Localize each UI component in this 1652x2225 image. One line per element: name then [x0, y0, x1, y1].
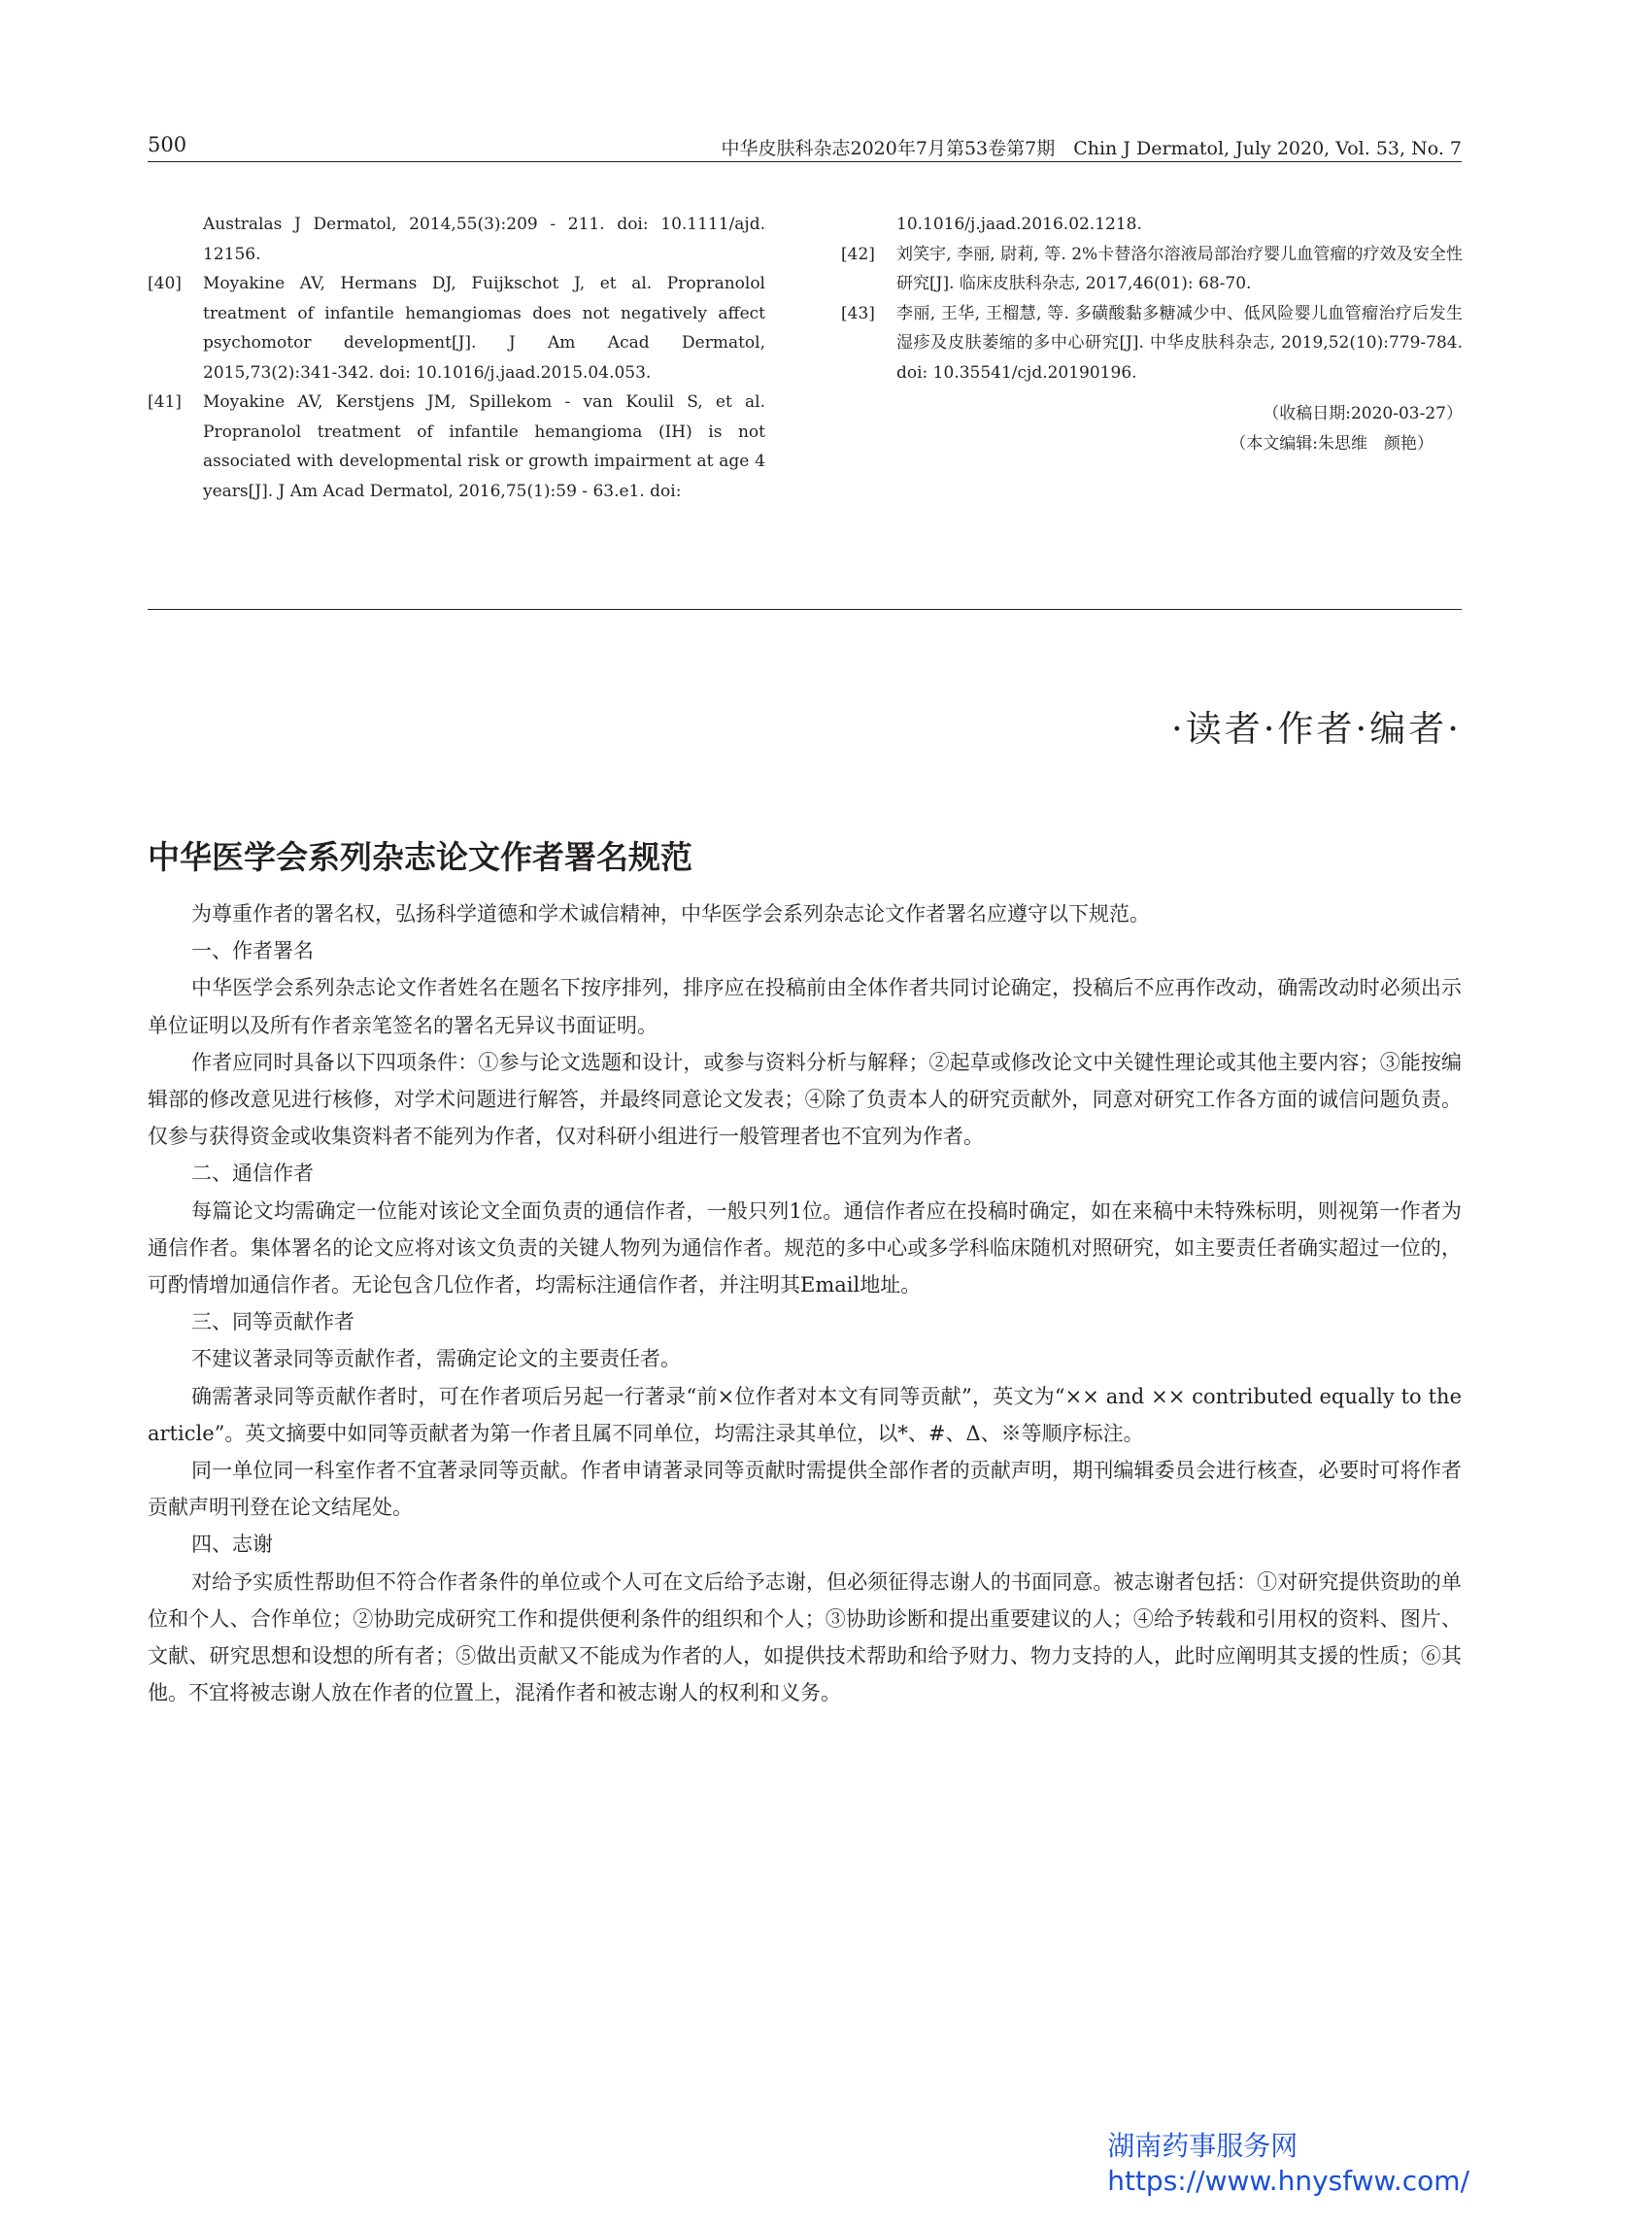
reference-text: Moyakine AV, Hermans DJ, Fuijkschot J, et al. Propranolol treatment of infantile hemangiomas does not negatively affect psychomotor development[J]. J Am Acad Dermatol, 2015,73(2):341-342. doi: 10.1016/j.jaad.2015.04.053.	[203, 274, 765, 383]
body-paragraph: 作者应同时具备以下四项条件：①参与论文选题和设计，或参与资料分析与解释；②起草或修改论文中关键性理论或其他主要内容；③能按编辑部的修改意见进行核修，对学术问题进行解答，并最终同意论文发表；④除了负责本人的研究贡献外，同意对研究工作各方面的诚信问题负责。仅参与获得资金或收集资料者不能列为作者，仅对科研小组进行一般管理者也不宜列为作者。	[148, 1050, 1462, 1149]
reference-item	[148, 388, 765, 506]
section-heading: 三、同等贡献作者	[191, 1310, 354, 1334]
body-paragraph: 同一单位同一科室作者不宜著录同等贡献。作者申请著录同等贡献时需提供全部作者的贡献声明，期刊编辑委员会进行核查，必要时可将作者贡献声明刊登在论文结尾处。	[148, 1459, 1462, 1520]
reference-text: 李丽, 王华, 王榴慧, 等. 多磺酸黏多糖减少中、低风险婴儿血管瘤治疗后发生湿疹及皮肤萎缩的多中心研究[J]. 中华皮肤科杂志, 2019,52(10):779-784. doi: 10.35541/cjd.20190196.	[896, 303, 1463, 383]
watermark-site-name: 湖南药事服务网	[1107, 2130, 1298, 2162]
body-paragraph: 中华医学会系列杂志论文作者姓名在题名下按序排列，排序应在投稿前由全体作者共同讨论确定，投稿后不应再作改动，确需改动时必须出示单位证明以及所有作者亲笔签名的署名无异议书面证明。	[148, 976, 1462, 1037]
watermark-url[interactable]: https://www.hnysfww.com/	[1107, 2165, 1469, 2197]
reference-text: 10.1016/j.jaad.2016.02.1218.	[896, 215, 1142, 234]
reference-number: [41]	[148, 392, 182, 412]
body-paragraph: 对给予实质性帮助但不符合作者条件的单位或个人可在文后给予志谢，但必须征得志谢人的书面同意。被志谢者包括：①对研究提供资助的单位和个人、合作单位；②协助完成研究工作和提供便利条件的组织和个人；③协助诊断和提出重要建议的人；④给予转载和引用权的资料、图片、文献、研究思想和设想的所有者；⑤做出贡献又不能成为作者的人，如提供技术帮助和给予财力、物力支持的人，此时应阐明其支援的性质；⑥其他。不宜将被志谢人放在作者的位置上，混淆作者和被志谢人的权利和义务。	[148, 1569, 1462, 1705]
article-body	[148, 895, 1462, 1711]
reference-number: [43]	[841, 303, 875, 323]
reference-item	[841, 240, 1463, 299]
editor-credit: （本文编辑:朱思维 颜艳）	[1230, 433, 1433, 454]
column-tag: ·读者·作者·编者·	[1170, 708, 1462, 750]
body-paragraph: 确需著录同等贡献作者时，可在作者项后另起一行著录“前×位作者对本文有同等贡献”，英文为“×× and ×× contributed equally to the article”。英文摘要中如同等贡献者为第一作者且属不同单位，均需注录其单位，以*、#、Δ、※等顺序标注。	[148, 1384, 1462, 1445]
reference-number: [40]	[148, 274, 182, 293]
references-left-column	[148, 210, 765, 506]
reference-item	[148, 210, 765, 269]
received-date: （收稿日期:2020-03-27）	[1263, 404, 1463, 423]
reference-text: Australas J Dermatol, 2014,55(3):209 - 211. doi: 10.1111/ajd. 12156.	[203, 215, 765, 264]
section-heading: 四、志谢	[191, 1533, 273, 1557]
reference-item	[148, 269, 765, 388]
section-heading: 一、作者署名	[191, 939, 314, 963]
running-header: 中华皮肤科杂志2020年7月第53卷第7期 Chin J Dermatol, July 2020, Vol. 53, No. 7	[721, 138, 1462, 159]
reference-item	[841, 299, 1463, 388]
body-paragraph: 为尊重作者的署名权，弘扬科学道德和学术诚信精神，中华医学会系列杂志论文作者署名应遵守以下规范。	[191, 902, 1150, 926]
reference-item	[841, 210, 1463, 240]
reference-text: 刘笑宇, 李丽, 尉莉, 等. 2%卡替洛尔溶液局部治疗婴儿血管瘤的疗效及安全性研究[J]. 临床皮肤科杂志, 2017,46(01): 68-70.	[896, 244, 1463, 293]
article-title: 中华医学会系列杂志论文作者署名规范	[148, 838, 692, 876]
body-paragraph: 不建议著录同等贡献作者，需确定论文的主要责任者。	[191, 1347, 681, 1371]
section-divider	[148, 609, 1462, 610]
page-number: 500	[148, 133, 187, 156]
reference-text: Moyakine AV, Kerstjens JM, Spillekom - van Koulil S, et al. Propranolol treatment of infantile hemangioma (IH) is not associated with developmental risk or growth impairment at age 4 years[J]. J Am Acad Dermatol, 2016,75(1):59 - 63.e1. doi:	[203, 392, 765, 501]
reference-number: [42]	[841, 244, 875, 264]
watermark	[1107, 2129, 1469, 2199]
section-heading: 二、通信作者	[191, 1162, 314, 1186]
references-right-column	[841, 210, 1463, 458]
body-paragraph: 每篇论文均需确定一位能对该论文全面负责的通信作者，一般只列1位。通信作者应在投稿时确定，如在来稿中未特殊标明，则视第一作者为通信作者。集体署名的论文应将对该文负责的关键人物列为通信作者。规范的多中心或多学科临床随机对照研究，如主要责任者确实超过一位的，可酌情增加通信作者。无论包含几位作者，均需标注通信作者，并注明其Email地址。	[148, 1198, 1462, 1298]
header-rule	[148, 161, 1462, 162]
